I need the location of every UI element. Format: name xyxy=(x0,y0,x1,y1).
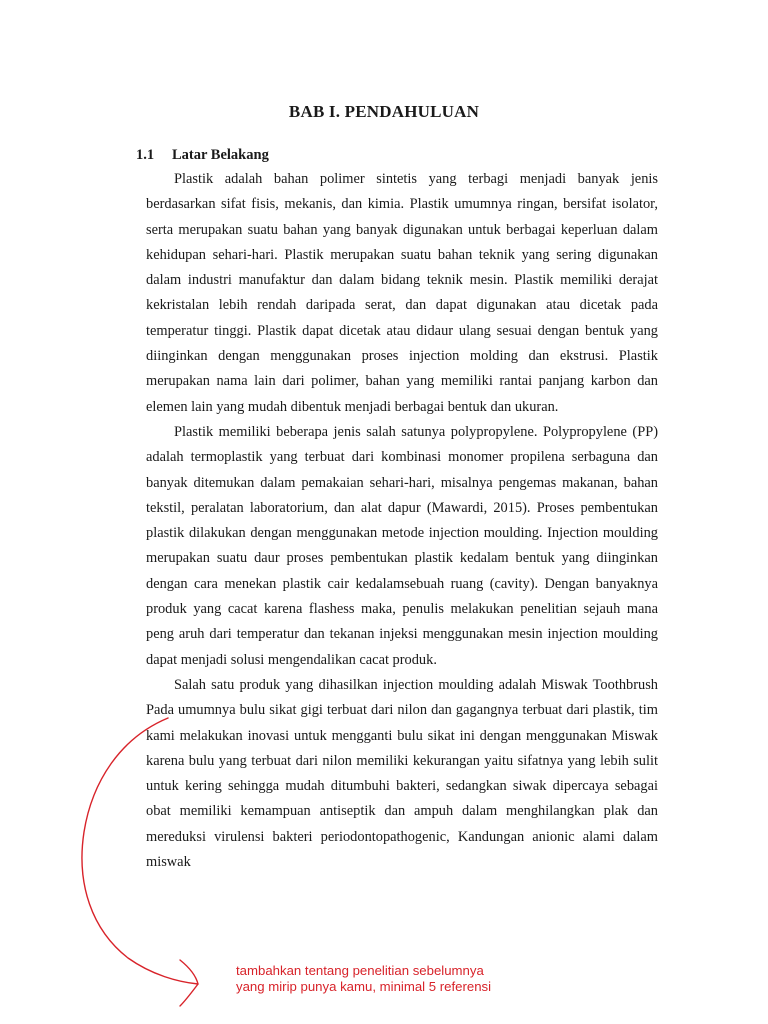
body-text xyxy=(146,167,658,875)
arrow-head xyxy=(180,960,198,1006)
section-number: 1.1 xyxy=(136,147,155,163)
paragraph-1: Plastik adalah bahan polimer sintetis yang terbagi menjadi banyak jenis berdasarkan sifat fisis, mekanis, dan kimia. Plastik umumnya ringan, bersifat isolator, serta merupakan suatu bahan yang banyak digunakan untuk berbagai keperluan dalam kehidupan sehari-hari. Plastik merupakan suatu bahan teknik yang sering digunakan dalam industri manufaktur dan dalam bidang teknik mesin. Plastik memiliki derajat kekristalan lebih rendah daripada serat, dan dapat digunakan atau dicetak pada temperatur tinggi. Plastik dapat dicetak atau didaur ulang sesuai dengan bentuk yang diinginkan dengan menggunakan proses injection molding dan ekstrusi. Plastik merupakan nama lain dari polimer, bahan yang memiliki rantai panjang karbon dan elemen lain yang mudah dibentuk menjadi berbagai bentuk dan ukuran. xyxy=(146,171,658,415)
annotation-note xyxy=(236,963,491,995)
paragraph-3: Salah satu produk yang dihasilkan injection moulding adalah Miswak Toothbrush Pada umumnya bulu sikat gigi terbuat dari nilon dan gagangnya terbuat dari plastik, tim kami melakukan inovasi untuk mengganti bulu sikat ini dengan menggunakan Miswak karena bulu yang terbuat dari nilon memiliki kekurangan yaitu sifatnya yang lebih sulit untuk kering sehingga mudah ditumbuhi bakteri, sedangkan siwak dipercaya sebagai obat memiliki kemampuan antiseptik dan ampuh dalam menghilangkan plak dan mereduksi virulensi bakteri periodontopathogenic, Kandungan anionic alami dalam miswak xyxy=(146,676,658,871)
paragraph-2: Plastik memiliki beberapa jenis salah satunya polypropylene. Polypropylene (PP) adalah termoplastik yang terbuat dari kombinasi monomer propilena serbaguna dan banyak ditemukan dalam pemakaian sehari-hari, misalnya pengemas makanan, bahan tekstil, peralatan laboratorium, dan alat dapur (Mawardi, 2015). Proses pembentukan plastik dilakukan dengan menggunakan metode injection moulding. Injection moulding merupakan suatu daur proses pembentukan plastik kedalam bentuk yang diinginkan dengan cara menekan plastik cair kedalamsebuah ruang (cavity). Dengan banyaknya produk yang cacat karena flashess maka, penulis melakukan penelitian sejauh mana peng aruh dari temperatur dan tekanan injeksi menggunakan mesin injection moulding dapat menjadi solusi mengendalikan cacat produk. xyxy=(146,423,658,668)
annotation-line-2: yang mirip punya kamu, minimal 5 referensi xyxy=(236,979,492,994)
section-title: Latar Belakang xyxy=(172,147,269,163)
section-heading xyxy=(136,147,269,164)
annotation-line-1: tambahkan tentang penelitian sebelumnya xyxy=(236,963,484,978)
chapter-title: BAB I. PENDAHULUAN xyxy=(288,102,480,121)
